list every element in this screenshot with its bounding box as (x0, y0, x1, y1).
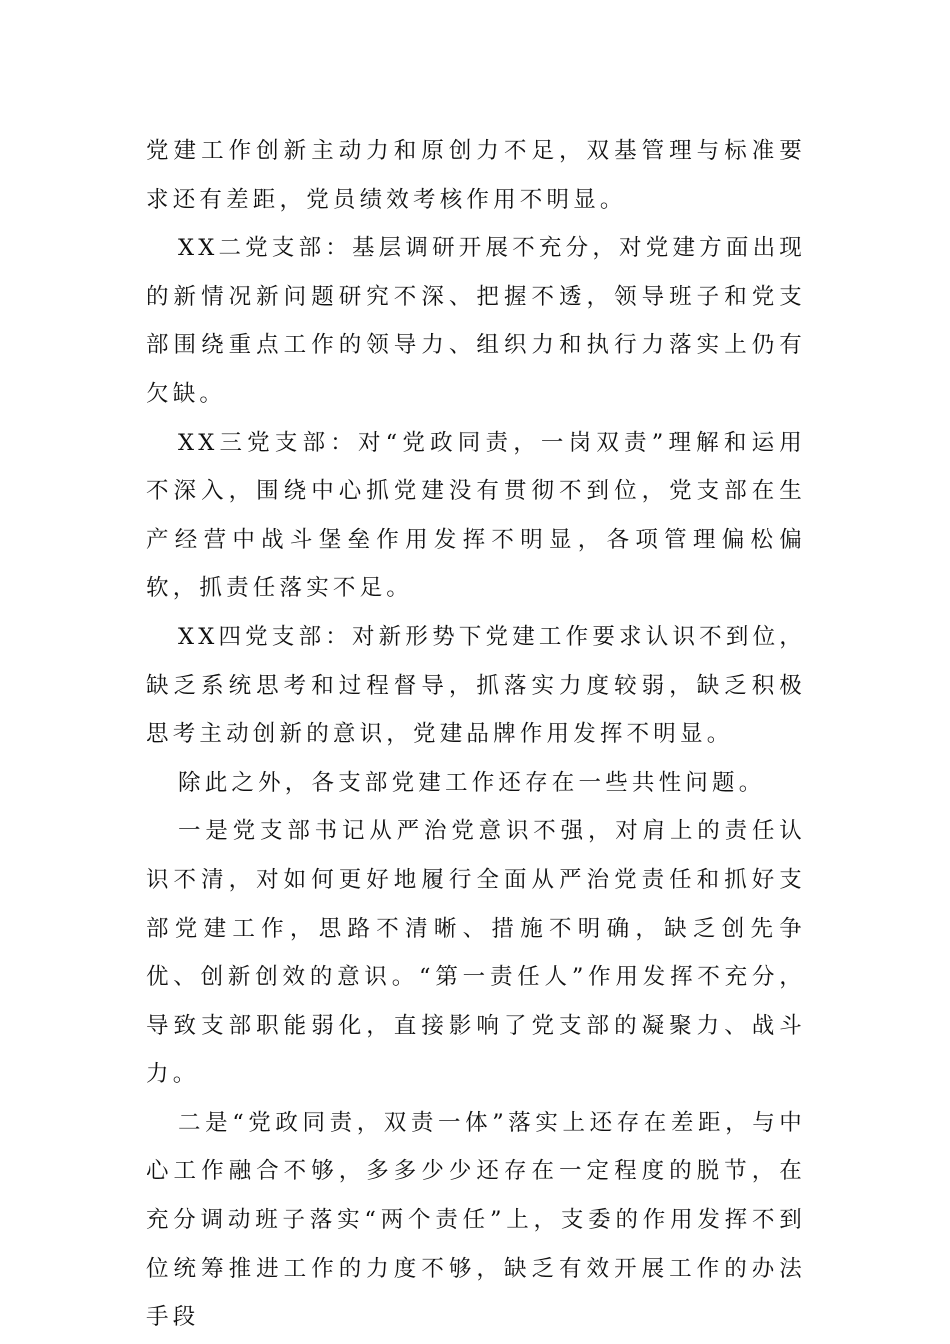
paragraph-issue-2: 二是“党政同责，双责一体”落实上还存在差距，与中心工作融合不够，多多少少还存在一定程度的脱节，在充分调动班子落实“两个责任”上，支委的作用发挥不到位统筹推进工作的力度不够，缺乏有效开展工作的办法手段 (146, 1109, 806, 1331)
paragraph-common-intro: 除此之外，各支部党建工作还存在一些共性问题。 (178, 769, 766, 796)
document-body (146, 127, 806, 1342)
paragraph-branch-3: XX三党支部：对“党政同责，一岗双责”理解和运用不深入，围绕中心抓党建没有贯彻不到位，党支部在生产经营中战斗堡垒作用发挥不明显，各项管理偏松偏软，抓责任落实不足。 (146, 429, 806, 602)
paragraph-continuation: 党建工作创新主动力和原创力不足，双基管理与标准要求还有差距，党员绩效考核作用不明显。 (146, 138, 806, 213)
paragraph-issue-1: 一是党支部书记从严治党意识不强，对肩上的责任认识不清，对如何更好地履行全面从严治党责任和抓好支部党建工作，思路不清晰、措施不明确，缺乏创先争优、创新创效的意识。“第一责任人”作用发挥不充分，导致支部职能弱化，直接影响了党支部的凝聚力、战斗力。 (146, 818, 806, 1088)
paragraph-branch-2: XX二党支部：基层调研开展不充分，对党建方面出现的新情况新问题研究不深、把握不透，领导班子和党支部围绕重点工作的领导力、组织力和执行力落实上仍有欠缺。 (146, 235, 806, 407)
paragraph-branch-4: XX四党支部：对新形势下党建工作要求认识不到位，缺乏系统思考和过程督导，抓落实力度较弱，缺乏积极思考主动创新的意识，党建品牌作用发挥不明显。 (146, 623, 806, 748)
